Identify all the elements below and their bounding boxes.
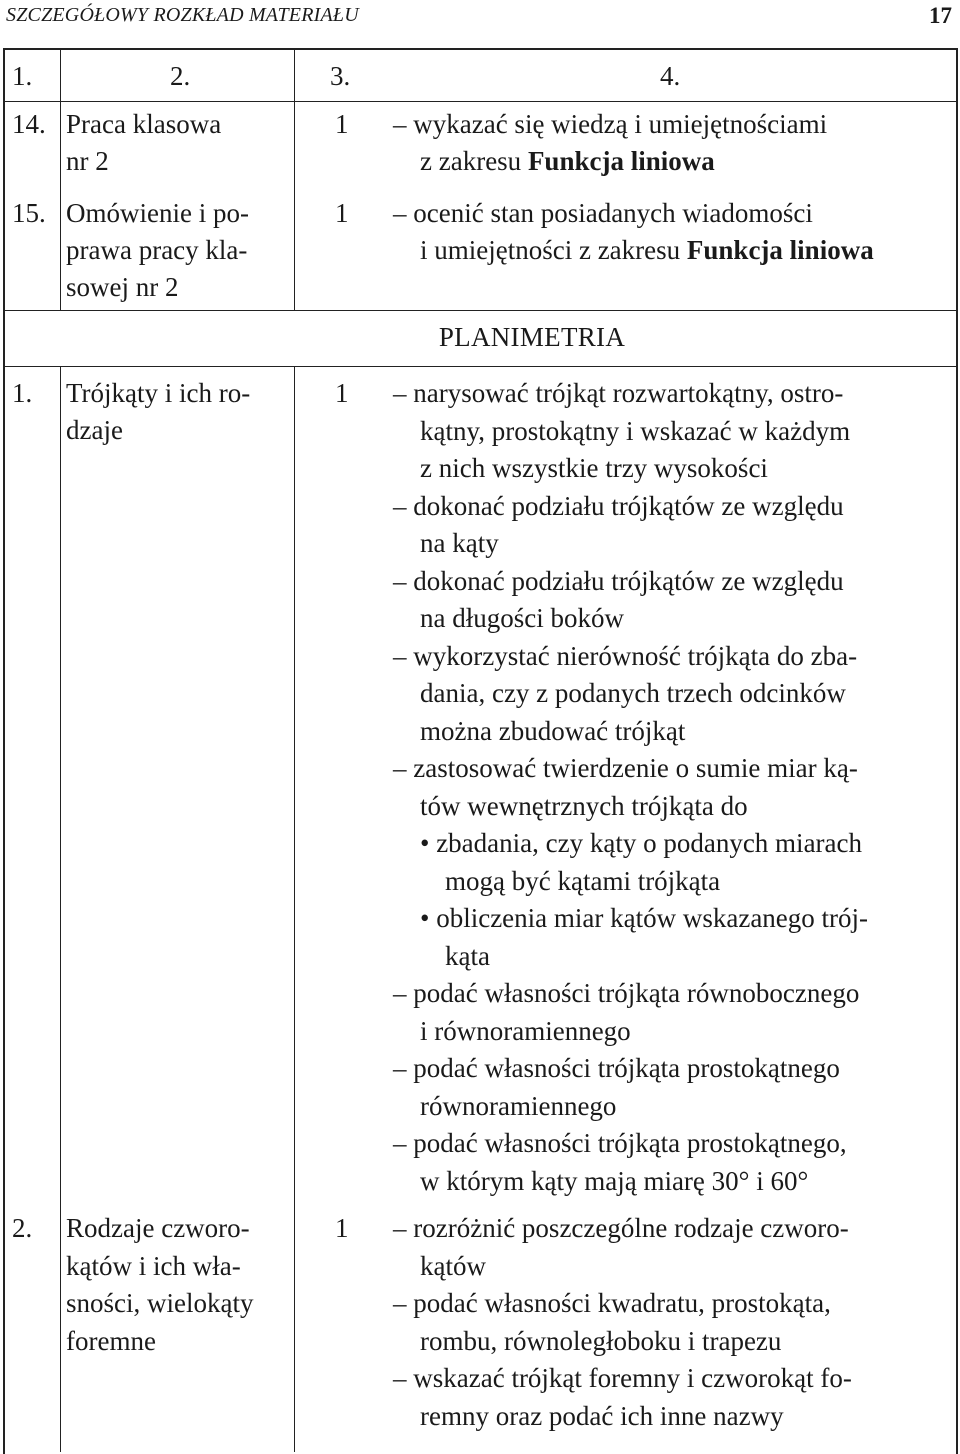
section-heading: PLANIMETRIA	[438, 322, 626, 352]
topic-line: prawa pracy kla-	[66, 235, 248, 265]
goal-line: kątny, prostokątny i wskazać w każdym	[420, 415, 851, 446]
page-header	[0, 0, 960, 34]
goal-line: rombu, równoległoboku i trapezu	[420, 1325, 782, 1356]
column-header-3: 3.	[330, 61, 351, 91]
goal-bold-topic: Funkcja liniowa	[686, 235, 874, 265]
topic-line: Praca klasowa	[66, 109, 222, 139]
goal-line: – podać własności kwadratu, prostokąta,	[393, 1288, 831, 1319]
hours-value: 1	[335, 378, 349, 408]
column-header-4: 4.	[660, 61, 681, 91]
goal-line: można zbudować trójkąt	[420, 715, 686, 746]
goal-line: – wykorzystać nierówność trójkąta do zba-	[393, 640, 858, 671]
goal-line: – podać własności trójkąta równobocznego	[393, 978, 860, 1008]
row-number: 2.	[12, 1213, 33, 1243]
goal-line: w którym kąty mają miarę 30° i 60°	[420, 1165, 809, 1196]
goal-line: – wskazać trójkąt foremny i czworokąt fo-	[393, 1363, 852, 1394]
goal-bold-topic: Funkcja liniowa	[527, 146, 715, 176]
goal-line: kąta	[445, 940, 490, 971]
goal-line: kątów	[420, 1250, 486, 1281]
goal-line: – ocenić stan posiadanych wiadomości	[393, 198, 813, 228]
topic-line: dzaje	[66, 415, 123, 445]
hours-value: 1	[335, 109, 349, 139]
topic-line: foremne	[66, 1326, 156, 1356]
running-title: SZCZEGÓŁOWY ROZKŁAD MATERIAŁU	[6, 4, 359, 26]
goal-line: – wykazać się wiedzą i umiejętnościami	[393, 109, 828, 139]
goal-line: na długości boków	[420, 603, 624, 633]
topic-line: Trójkąty i ich ro-	[66, 378, 251, 408]
column-divider-1b	[60, 366, 61, 1452]
row-number: 1.	[12, 378, 33, 408]
goal-line: – dokonać podziału trójkątów ze względu	[393, 565, 844, 596]
goal-line: dania, czy z podanych trzech odcinków	[420, 678, 846, 708]
topic-line: nr 2	[66, 146, 109, 176]
topic-line: sowej nr 2	[66, 272, 179, 302]
row-number: 14.	[12, 109, 46, 139]
sub-goal-line: • obliczenia miar kątów wskazanego trój-	[420, 903, 869, 933]
goal-line: – zastosować twierdzenie o sumie miar ką-	[393, 753, 858, 783]
goal-line: – dokonać podziału trójkątów ze względu	[393, 490, 844, 521]
goal-line: – rozróżnić poszczególne rodzaje czworo-	[393, 1213, 849, 1243]
goal-line: z zakresu Funkcja liniowa	[420, 146, 715, 176]
goal-line: z nich wszystkie trzy wysokości	[420, 453, 768, 483]
hours-value: 1	[335, 198, 349, 228]
column-divider-2a	[294, 48, 295, 310]
goal-line: – narysować trójkąt rozwartokątny, ostro-	[393, 378, 844, 408]
header-row-divider	[3, 101, 958, 102]
goal-line: remny oraz podać ich inne nazwy	[420, 1401, 784, 1431]
page-number: 17	[929, 3, 952, 28]
section-divider-top	[3, 310, 958, 311]
goal-line: i równoramiennego	[420, 1015, 631, 1046]
column-header-1: 1.	[12, 61, 33, 91]
sub-goal-line: • zbadania, czy kąty o podanych miarach	[420, 828, 863, 858]
column-divider-1a	[60, 48, 61, 310]
column-divider-2b	[294, 366, 295, 1452]
goal-line: na kąty	[420, 528, 499, 558]
hours-value: 1	[335, 1213, 349, 1243]
goal-line: tów wewnętrznych trójkąta do	[420, 790, 748, 821]
goal-line: i umiejętności z zakresu Funkcja liniowa	[420, 235, 874, 265]
topic-line: sności, wielokąty	[66, 1288, 254, 1318]
goal-line: mogą być kątami trójkąta	[445, 865, 721, 896]
section-divider-bottom	[3, 366, 958, 367]
row-number: 15.	[12, 198, 46, 228]
topic-line: kątów i ich wła-	[66, 1251, 241, 1281]
topic-line: Rodzaje czworo-	[66, 1213, 250, 1243]
goal-line: – podać własności trójkąta prostokątnego	[393, 1053, 840, 1083]
goal-line: – podać własności trójkąta prostokątnego,	[393, 1128, 847, 1158]
column-header-2: 2.	[170, 61, 191, 91]
goal-line: równoramiennego	[420, 1090, 617, 1121]
topic-line: Omówienie i po-	[66, 198, 249, 228]
